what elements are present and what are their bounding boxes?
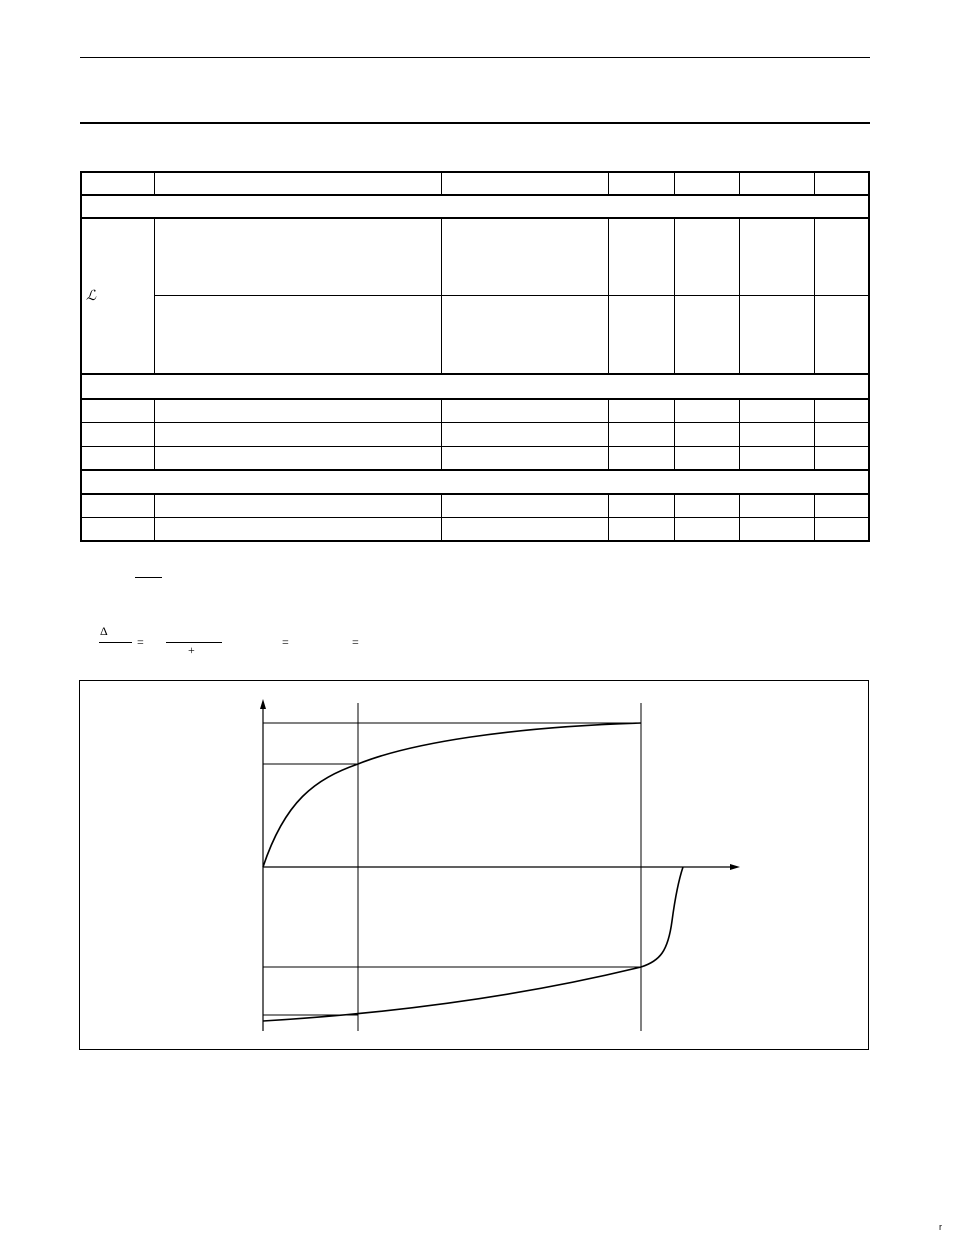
specification-table [80,171,870,542]
table-border-right [868,171,870,542]
table-border-top [80,171,870,173]
col-line-2 [441,171,442,195]
table-header-divider [80,194,870,196]
characteristic-curve-figure [79,680,869,1050]
col-line-3 [608,171,609,195]
col-line-6-block-c [814,494,815,541]
header-rule-bottom [80,122,870,124]
equals-sign-1: = [137,635,144,649]
col-line-6-block-b [814,399,815,470]
col-line-1 [154,171,155,195]
table-row-divider-4 [80,422,870,423]
header-rule-top [80,57,870,58]
fraction-bar-1 [99,642,132,643]
table-row-divider-5 [80,446,870,447]
table-section-divider-3 [80,398,870,400]
horizontal-axis-arrow [730,864,740,870]
col-line-3-block-b [608,399,609,470]
table-border-left [80,171,82,542]
col-line-1-block-c [154,494,155,541]
plus-sign: + [188,643,195,657]
col-line-4 [674,171,675,195]
lower-curve [263,867,683,1021]
col-line-2-block-a [441,218,442,374]
curve-diagram [80,681,870,1051]
equals-sign-2: = [282,635,289,649]
table-section-divider-6 [80,469,870,471]
col-line-5-block-b [739,399,740,470]
col-line-4-block-b [674,399,675,470]
col-line-2-block-c [441,494,442,541]
table-row-divider-merged [154,295,870,296]
col-line-5-block-c [739,494,740,541]
col-line-3-block-c [608,494,609,541]
upper-curve [263,723,641,867]
col-line-2-block-b [441,399,442,470]
col-line-4-block-a [674,218,675,374]
col-line-5-block-a [739,218,740,374]
overline-bar [135,577,162,578]
table-section-divider-1 [80,217,870,219]
table-section-divider-2 [80,373,870,375]
col-line-3-block-a [608,218,609,374]
table-row-divider-8 [80,517,870,518]
equals-sign-3: = [352,635,359,649]
col-line-1-block-b [154,399,155,470]
col-line-4-block-c [674,494,675,541]
delta-symbol: Δ [100,624,108,638]
col-line-5 [739,171,740,195]
page-corner-mark: r [939,1222,942,1232]
table-section-divider-7 [80,493,870,495]
inductance-symbol: ℒ [86,289,97,304]
col-line-1-block-a [154,218,155,374]
vertical-axis-arrow [260,699,266,709]
col-line-6 [814,171,815,195]
table-border-bottom [80,540,870,542]
col-line-6-block-a [814,218,815,374]
